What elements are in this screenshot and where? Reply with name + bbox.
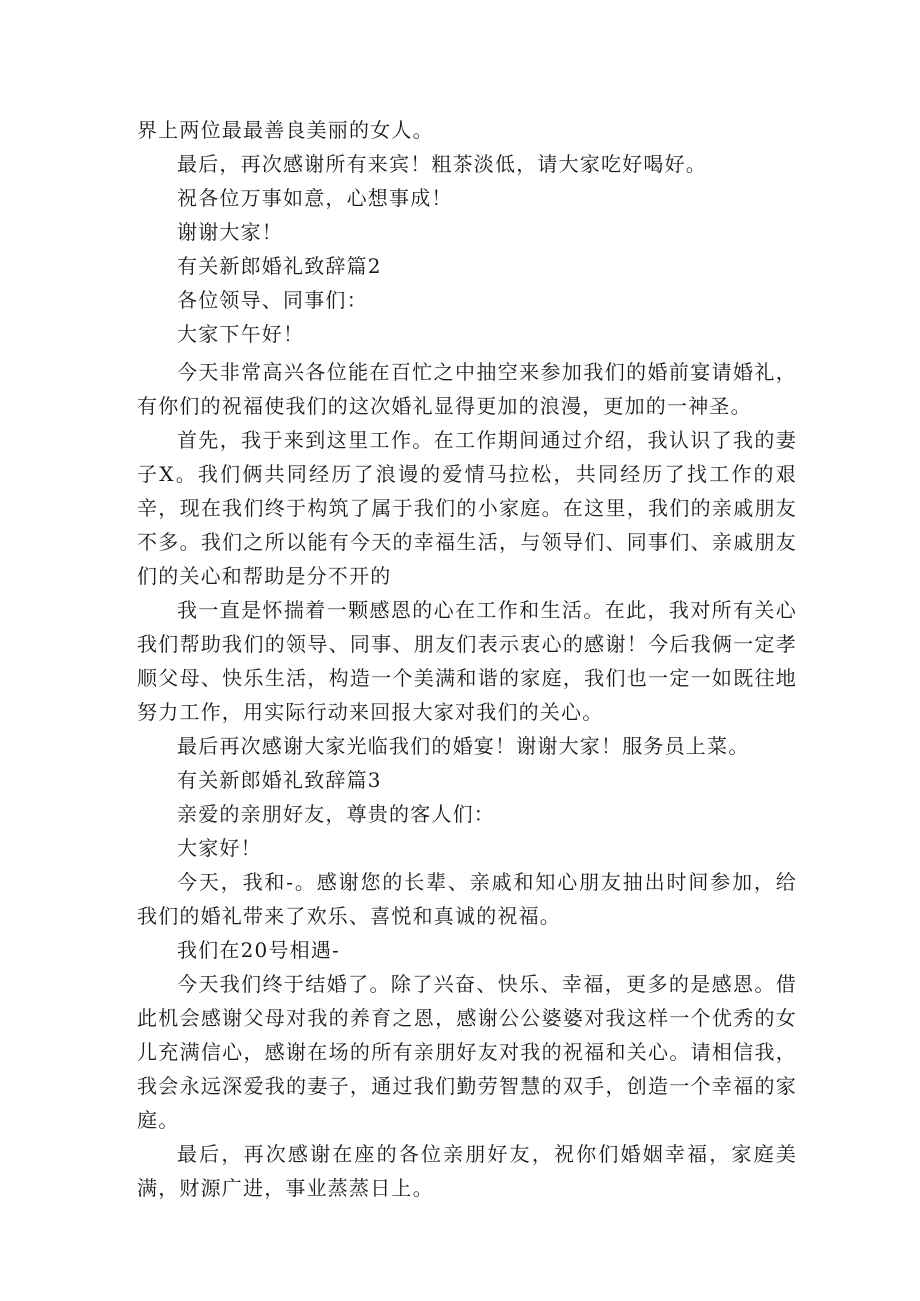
- paragraph-salutation-leaders: 各位领导、同事们：: [177, 288, 368, 312]
- paragraph-final-wishes: 最后，再次感谢在座的各位亲朋好友，祝你们婚姻幸福，家庭美满，财源广进，事业蒸蒸日上。: [137, 1142, 797, 1200]
- paragraph-continuation: 界上两位最最善良美丽的女人。: [137, 118, 434, 142]
- paragraph-greeting-all: 大家好！: [177, 836, 262, 860]
- section-heading-3: 有关新郎婚礼致辞篇3: [177, 768, 382, 792]
- paragraph-thanks-guests: 最后，再次感谢所有来宾！粗茶淡低，请大家吃好喝好。: [177, 152, 707, 176]
- paragraph-met: 我们在20号相遇-: [177, 938, 341, 962]
- paragraph-greeting-afternoon: 大家下午好！: [177, 322, 305, 346]
- document-body: [137, 113, 797, 1205]
- paragraph-story: 首先，我于来到这里工作。在工作期间通过介绍，我认识了我的妻子X。我们俩共同经历了浪谩的爱情马拉松，共同经历了找工作的艰辛，现在我们终于构筑了属于我们的小家庭。在这里，我们的亲戚朋友不多。我们之所以能有今天的幸福生活，与领导们、同事们、亲戚朋友们的关心和帮助是分不开的: [137, 428, 797, 588]
- paragraph-closing-banquet: 最后再次感谢大家光临我们的婚宴！谢谢大家！服务员上菜。: [177, 734, 750, 758]
- paragraph-salutation-friends: 亲爱的亲朋好友，尊贵的客人们：: [177, 802, 495, 826]
- paragraph-thank-you: 谢谢大家！: [177, 220, 283, 244]
- paragraph-wishes: 祝各位万事如意，心想事成！: [177, 186, 453, 210]
- section-heading-2: 有关新郎婚礼致辞篇2: [177, 254, 382, 278]
- paragraph-today-thanks: 今天，我和-。感谢您的长辈、亲戚和知心朋友抽出时间参加，给我们的婚礼带来了欢乐、喜悦和真诚的祝福。: [137, 870, 797, 928]
- paragraph-married: 今天我们终于结婚了。除了兴奋、快乐、幸福，更多的是感恩。借此机会感谢父母对我的养育之恩，感谢公公婆婆对我这样一个优秀的女儿充满信心，感谢在场的所有亲朋好友对我的祝福和关心。请相信我，我会永远深爱我的妻子，通过我们勤劳智慧的双手，创造一个幸福的家庭。: [137, 972, 797, 1132]
- paragraph-gratitude: 我一直是怀揣着一颗感恩的心在工作和生活。在此，我对所有关心我们帮助我们的领导、同事、朋友们表示衷心的感谢！今后我俩一定孝顺父母、快乐生活，构造一个美满和谐的家庭，我们也一定一如既往地努力工作，用实际行动来回报大家对我们的关心。: [137, 598, 797, 724]
- paragraph-welcome: 今天非常高兴各位能在百忙之中抽空来参加我们的婚前宴请婚礼，有你们的祝福使我们的这次婚礼显得更加的浪漫，更加的一神圣。: [137, 360, 797, 418]
